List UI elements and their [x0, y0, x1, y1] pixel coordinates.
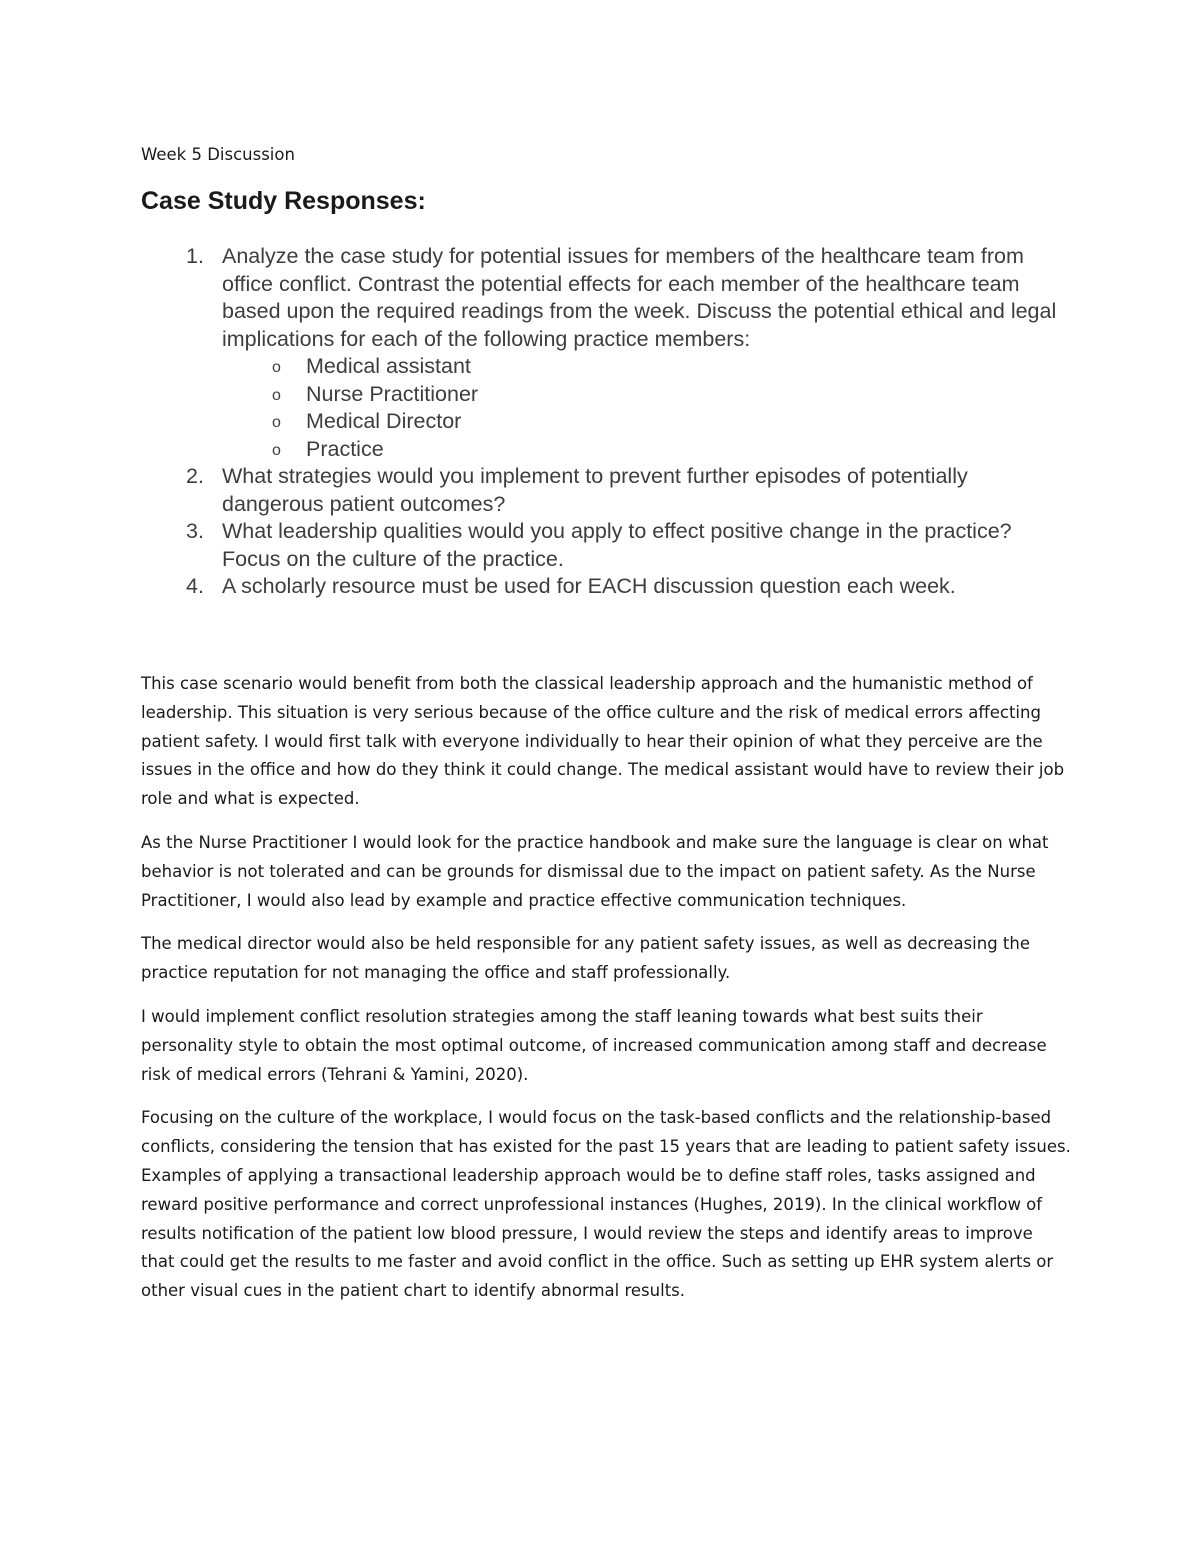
- question-item-4: [186, 573, 1066, 601]
- question-number: 2.: [186, 464, 204, 488]
- list-item-label: Nurse Practitioner: [306, 381, 479, 406]
- question-item-1: [186, 243, 1066, 463]
- document-title: Week 5 Discussion: [141, 145, 295, 164]
- circle-bullet-icon: o: [272, 414, 281, 431]
- question-text: A scholarly resource must be used for EACH discussion question each week.: [222, 574, 956, 598]
- question-list: [186, 243, 1066, 601]
- question-item-3: [186, 518, 1066, 573]
- circle-bullet-icon: o: [272, 441, 281, 459]
- response-paragraph: The medical director would also be held responsible for any patient safety issues, as well as decreasing the practice reputation for not managing the office and staff professionally.: [141, 934, 1030, 983]
- response-paragraph: As the Nurse Practitioner I would look for the practice handbook and make sure the language is clear on what behavior is not tolerated and can be grounds for dismissal due to the impact on patient safety. As the Nurse Practitioner, I would also lead by example and practice effective communication techniques.: [141, 832, 1049, 910]
- list-item-label: Medical Director: [306, 409, 462, 433]
- list-item: [222, 381, 1066, 409]
- section-heading: Case Study Responses:: [141, 187, 426, 215]
- question-number: 1.: [186, 244, 204, 268]
- response-paragraph: Focusing on the culture of the workplace, I would focus on the task-based conflicts and the relationship-based conflicts, considering the tension that has existed for the past 15 years that are leading to patient safety issues. Examples of applying a transactional leadership approach would be to define staff roles, tasks assigned and reward positive performance and correct unprofessional instances (Hughes, 2019). In the clinical workflow of results notification of the patient low blood pressure, I would review the steps and identify areas to improve that could get the results to me faster and avoid conflict in the office. Such as setting up EHR system alerts or other visual cues in the patient chart to identify abnormal results.: [141, 1108, 1071, 1301]
- question-text: Analyze the case study for potential issues for members of the healthcare team from office conflict. Contrast the potential effects for each member of the healthcare team based upon the required readings from the week. Discuss the potential ethical and legal implications for each of the following practice members:: [222, 244, 1057, 351]
- circle-bullet-icon: o: [272, 359, 281, 376]
- list-item-label: Practice: [306, 436, 384, 461]
- response-body: [141, 670, 1071, 1321]
- list-item: [222, 408, 1066, 436]
- practice-members-list: [222, 353, 1066, 463]
- response-paragraph: This case scenario would benefit from both the classical leadership approach and the humanistic method of leadership. This situation is very serious because of the office culture and the risk of medical errors affecting patient safety. I would first talk with everyone individually to hear their opinion of what they perceive are the issues in the office and how do they think it could change. The medical assistant would have to review their job role and what is expected.: [141, 674, 1065, 809]
- list-item-label: Medical assistant: [306, 354, 471, 378]
- question-number: 3.: [186, 519, 204, 543]
- question-text: What strategies would you implement to prevent further episodes of potentially dangerous patient outcomes?: [222, 464, 968, 516]
- list-item: [222, 353, 1066, 381]
- question-text: What leadership qualities would you apply to effect positive change in the practice? Focus on the culture of the practice.: [222, 519, 1012, 571]
- list-item: [222, 436, 1066, 464]
- response-paragraph: I would implement conflict resolution strategies among the staff leaning towards what best suits their personality style to obtain the most optimal outcome, of increased communication among staff and decrease risk of medical errors (Tehrani & Yamini, 2020).: [141, 1006, 1047, 1084]
- question-number: 4.: [186, 574, 204, 598]
- circle-bullet-icon: o: [272, 386, 281, 404]
- question-item-2: [186, 463, 1066, 518]
